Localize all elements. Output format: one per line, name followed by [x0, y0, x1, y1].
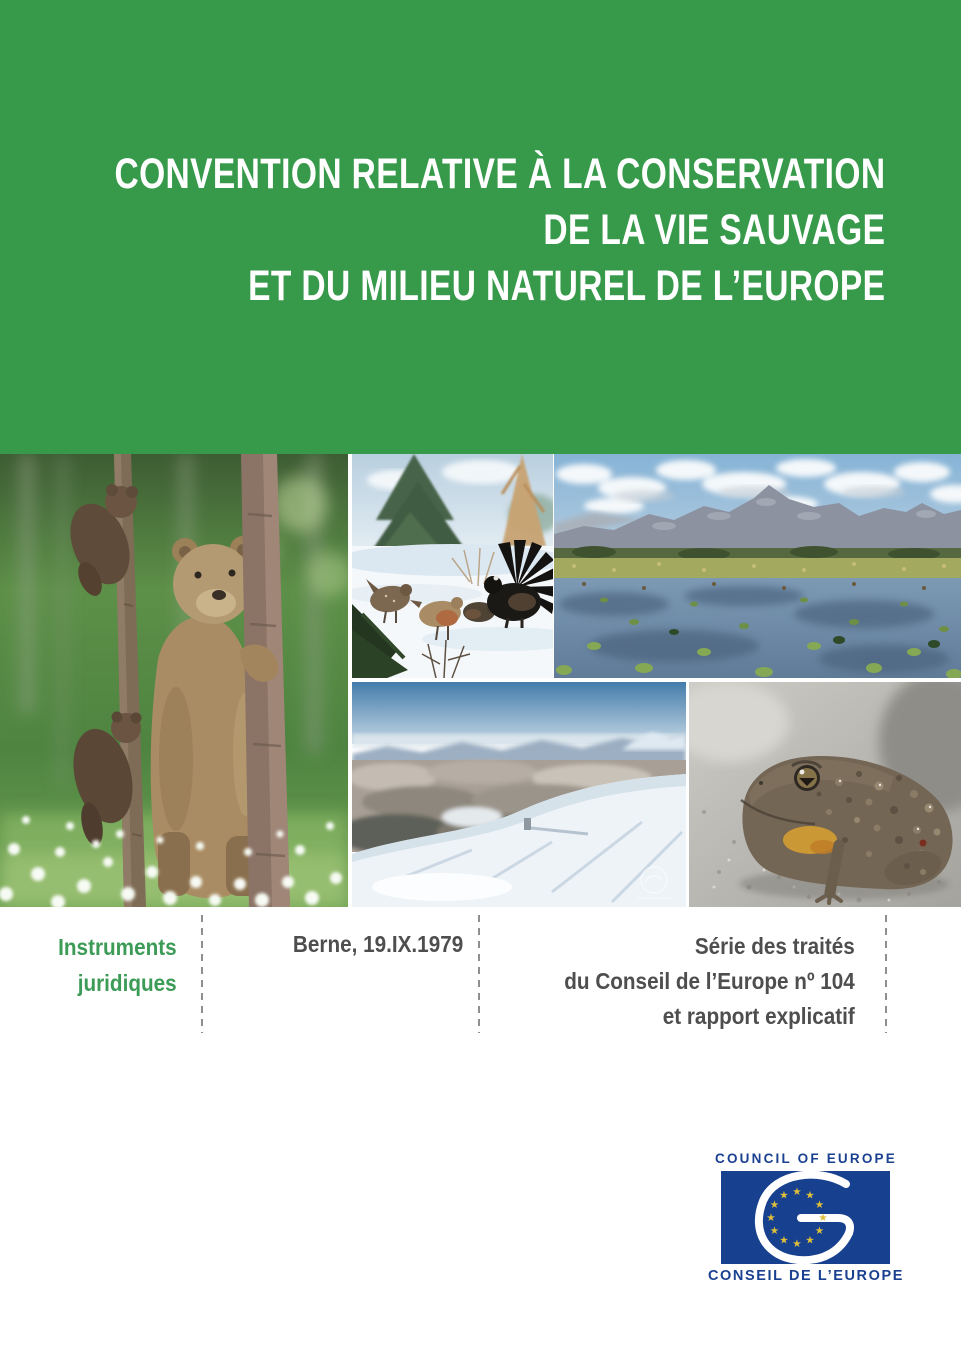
snowy-mountains-illustration — [352, 682, 686, 907]
toad-illustration — [689, 682, 961, 907]
treaty-date: Berne, 19.IX.1979 — [292, 931, 463, 957]
star-icon: ★ — [779, 1189, 789, 1202]
dashed-divider-2 — [478, 915, 480, 1033]
series-line-1: Série des traités — [695, 933, 855, 959]
series-label — [564, 929, 855, 1034]
series-line-2: du Conseil de l’Europe nº 104 — [564, 968, 855, 994]
category-line-1: Instruments — [58, 934, 177, 960]
star-icon: ★ — [814, 1199, 825, 1211]
photo-toad — [689, 682, 961, 907]
title-line-3: ET DU MILIEU NATUREL DE L’EUROPE — [247, 262, 885, 310]
series-line-3: et rapport explicatif — [662, 1003, 855, 1029]
dashed-divider-3 — [885, 915, 887, 1033]
coe-english-label: COUNCIL OF EUROPE — [715, 1151, 897, 1166]
photo-grouse-snow — [352, 454, 553, 678]
photo-lake-mountains — [554, 454, 961, 678]
header-band — [0, 0, 961, 454]
star-icon: ★ — [805, 1234, 815, 1247]
star-icon: ★ — [805, 1189, 815, 1202]
category-label — [59, 929, 177, 1001]
mountain-hut — [524, 818, 531, 830]
photo-bear-family — [0, 454, 348, 907]
photo-snowy-mountains — [352, 682, 686, 907]
lake-illustration — [554, 454, 961, 678]
grouse-snow-illustration — [352, 454, 553, 678]
star-icon: ★ — [792, 1186, 802, 1198]
title-line-1: CONVENTION RELATIVE À LA CONSERVATION — [114, 150, 885, 198]
coe-french-label: CONSEIL DE L’EUROPE — [707, 1268, 905, 1284]
category-line-2: juridiques — [78, 970, 177, 996]
star-icon: ★ — [769, 1199, 780, 1211]
bear-family-illustration — [0, 454, 348, 907]
star-icon: ★ — [769, 1225, 780, 1237]
dashed-divider-1 — [201, 915, 203, 1033]
star-icon: ★ — [814, 1225, 825, 1237]
star-icon: ★ — [779, 1234, 789, 1247]
star-icon: ★ — [766, 1212, 776, 1224]
council-of-europe-emblem — [721, 1171, 890, 1264]
star-icon: ★ — [792, 1238, 802, 1250]
star-icon: ★ — [818, 1212, 828, 1224]
cover-title — [114, 146, 885, 314]
title-line-2: DE LA VIE SAUVAGE — [542, 206, 885, 254]
